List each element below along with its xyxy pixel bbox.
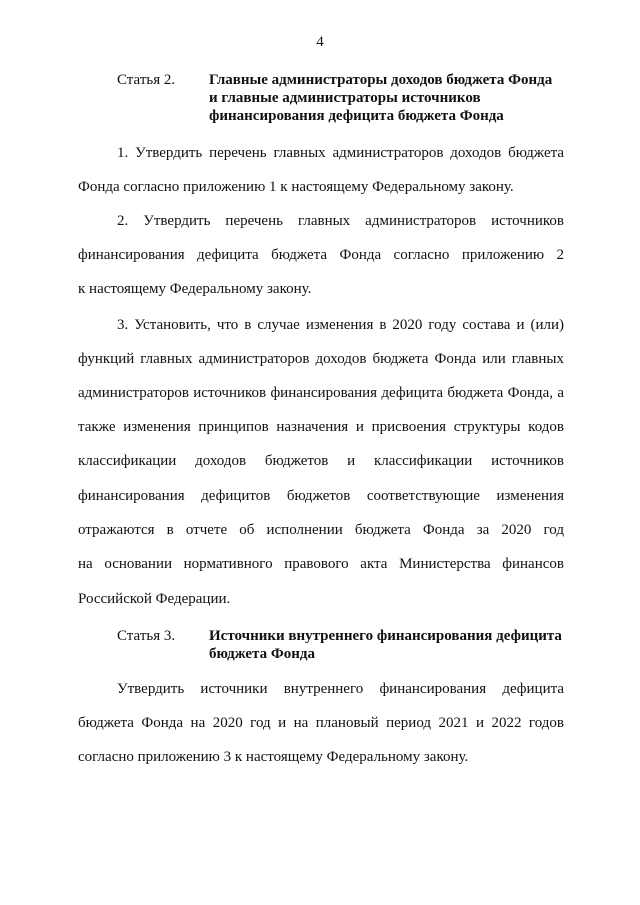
article-3-line: согласно приложению 3 к настоящему Федеральному закону.: [78, 749, 469, 765]
article-2-line: функций главных администраторов доходов бюджета Фонда или главных: [78, 351, 564, 367]
article-2-line: 1. Утвердить перечень главных администраторов доходов бюджета: [117, 145, 564, 161]
article-2-line: Российской Федерации.: [78, 591, 231, 607]
article-2-line: на основании нормативного правового акта Министерства финансов: [78, 556, 564, 572]
article-2-line: 3. Установить, что в случае изменения в 2020 году состава и (или): [117, 317, 564, 333]
article-3-title-line-2: бюджета Фонда: [209, 646, 315, 662]
article-3-line: Утвердить источники внутреннего финансирования дефицита: [117, 681, 564, 697]
article-2-line: отражаются в отчете об исполнении бюджета Фонда за 2020 год: [78, 522, 564, 538]
article-2-line: также изменения принципов назначения и присвоения структуры кодов: [78, 419, 564, 435]
article-2-title-line-3: финансирования дефицита бюджета Фонда: [209, 108, 504, 124]
article-2-line: финансирования дефицитов бюджетов соответствующие изменения: [78, 488, 564, 504]
article-2-title-line-1: Главные администраторы доходов бюджета Фонда: [209, 72, 553, 88]
article-3-label: Статья 3.: [117, 628, 176, 644]
article-2-line: классификации доходов бюджетов и классификации источников: [78, 453, 564, 469]
page-number: 4: [316, 34, 324, 50]
article-3-line: бюджета Фонда на 2020 год и на плановый период 2021 и 2022 годов: [78, 715, 564, 731]
article-2-title-line-2: и главные администраторы источников: [209, 90, 481, 106]
article-2-line: 2. Утвердить перечень главных администраторов источников: [117, 213, 564, 229]
article-2-line: финансирования дефицита бюджета Фонда согласно приложению 2: [78, 247, 564, 263]
article-2-line: к настоящему Федеральному закону.: [78, 281, 312, 297]
article-2-label: Статья 2.: [117, 72, 176, 88]
article-3-title-line-1: Источники внутреннего финансирования дефицита: [209, 628, 562, 644]
article-2-line: Фонда согласно приложению 1 к настоящему Федеральному закону.: [78, 179, 514, 195]
article-2-line: администраторов источников финансирования дефицита бюджета Фонда, а: [78, 385, 564, 401]
